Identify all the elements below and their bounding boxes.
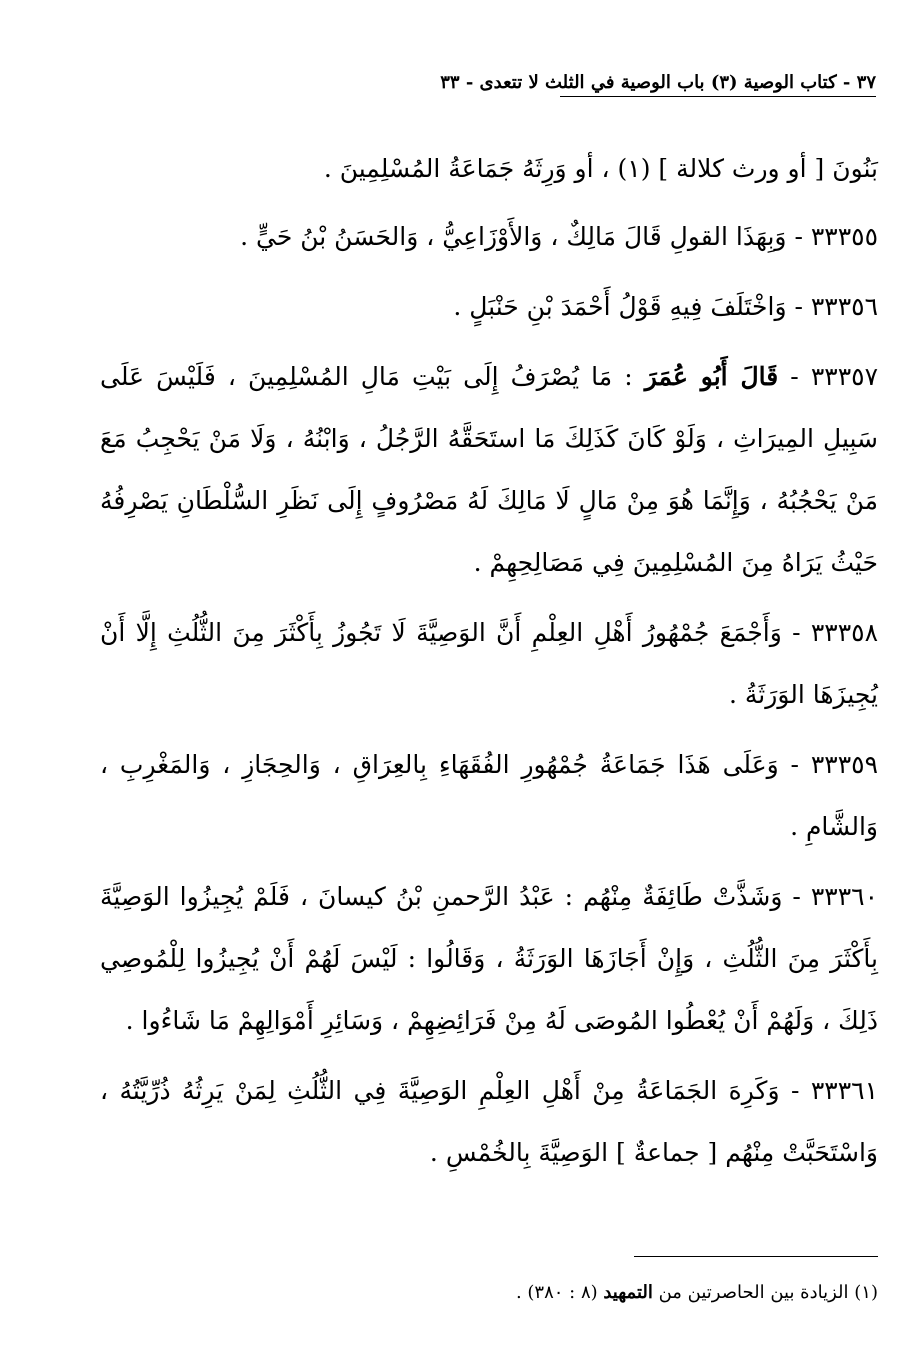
paragraph-text: بَنُونَ [ أو ورث كلالة ] (١) ، أو وَرِثَهُ جَمَاعَةُ المُسْلِمِينَ . <box>323 154 878 183</box>
footnote-ref: (٨ : ٣٨٠) . <box>515 1282 604 1303</box>
paragraph-intro <box>100 138 878 200</box>
paragraph-text: - وَشَذَّتْ طَائِفَةٌ مِنْهُم : عَبْدُ الرَّحمنِ بْنُ كيسانَ ، فَلَمْ يُجِيزُوا الوَصِيَّةَ بِأَكْثَرَ مِنَ الثُّلُثِ ، وَإِنْ أَجَازَهَا الوَرَثَةُ ، وَقَالُوا : لَيْسَ لَهُمْ أَنْ يُجِيزُوا لِلْمُوصِي ذَلِكَ ، وَلَهُمْ أَنْ يُعْطُوا المُوصَى لَهُ مِنْ فَرَائِضِهِمْ ، وَسَائِرِ أَمْوَالِهِمْ مَا شَاءُوا . <box>100 882 878 1035</box>
paragraph-33358 <box>100 602 878 726</box>
header-rule <box>560 96 876 97</box>
main-text <box>100 138 878 1192</box>
paragraph-number: ٣٣٣٥٩ <box>810 750 878 779</box>
footnote-text: الزيادة بين الحاصرتين من <box>652 1282 855 1303</box>
footnote-source: التمهيد <box>603 1282 653 1303</box>
paragraph-number: ٣٣٣٥٨ <box>810 618 878 647</box>
paragraph-33361 <box>100 1060 878 1184</box>
paragraph-33359 <box>100 734 878 858</box>
speaker-name: قَالَ أَبُو عُمَرَ <box>644 362 779 391</box>
paragraph-text: - وَبِهَذَا القولِ قَالَ مَالِكٌ ، وَالأَوْزَاعِيُّ ، وَالحَسَنُ بْنُ حَيٍّ . <box>240 222 811 251</box>
footnote <box>300 1282 878 1303</box>
paragraph-number: ٣٣٣٥٧ <box>810 362 878 391</box>
paragraph-number: ٣٣٣٥٥ <box>810 222 878 251</box>
paragraph-text: - وَاخْتَلَفَ فِيهِ قَوْلُ أَحْمَدَ بْنِ حَنْبَلٍ . <box>453 292 811 321</box>
running-header <box>94 72 876 93</box>
paragraph-text: - وَكَرِهَ الجَمَاعَةُ مِنْ أَهْلِ العِلْمِ الوَصِيَّةَ فِي الثُّلُثِ لِمَنْ يَرِثُهُ ذُرِّيَّتُهُ ، وَاسْتَحَبَّتْ مِنْهُم [ جماعةٌ ] الوَصِيَّةَ بِالخُمْسِ . <box>100 1076 878 1167</box>
paragraph-text: : مَا يُصْرَفُ إِلَى بَيْتِ مَالِ المُسْلِمِينَ ، فَلَيْسَ عَلَى سَبِيلِ المِيرَاثِ ، وَلَوْ كَانَ كَذَلِكَ مَا استَحَقَّهُ الرَّجُلُ ، وَابْنُهُ ، وَلَا مَنْ يَحْجِبُ مَعَ مَنْ يَحْجُبُهُ ، وَإِنَّمَا هُوَ مِنْ مَالٍ لَا مَالِكَ لَهُ مَصْرُوفٍ إِلَى نَظَرِ السُّلْطَانِ يَصْرِفُهُ حَيْثُ يَرَاهُ مِنَ المُسْلِمِينَ فِي مَصَالِحِهِمْ . <box>100 362 879 577</box>
paragraph-33357: ٣٣٣٥٧ - قَالَ أَبُو عُمَرَ : مَا يُصْرَفُ إِلَى بَيْتِ مَالِ المُسْلِمِينَ ، فَلَيْسَ عَلَى سَبِيلِ المِيرَاثِ ، وَلَوْ كَانَ كَذَلِكَ مَا استَحَقَّهُ الرَّجُلُ ، وَابْنُهُ ، وَلَا مَنْ يَحْجِبُ مَعَ مَنْ يَحْجُبُهُ ، وَإِنَّمَا هُوَ مِنْ مَالٍ لَا مَالِكَ لَهُ مَصْرُوفٍ إِلَى نَظَرِ السُّلْطَانِ يَصْرِفُهُ حَيْثُ يَرَاهُ مِنَ المُسْلِمِينَ فِي مَصَالِحِهِمْ . <box>100 362 879 577</box>
footnote-marker: (١) <box>854 1282 878 1303</box>
paragraph-number: ٣٣٣٥٦ <box>810 292 878 321</box>
footnote-rule <box>634 1256 878 1257</box>
paragraph-text: - وَأَجْمَعَ جُمْهُورُ أَهْلِ العِلْمِ أَنَّ الوَصِيَّةَ لَا تَجُوزُ بِأَكْثَرَ مِنَ الثُّلُثِ إِلَّا أَنْ يُجِيزَهَا الوَرَثَةُ . <box>100 618 878 709</box>
paragraph-33360 <box>100 866 878 1052</box>
paragraph-33356 <box>100 276 878 338</box>
paragraph-number: ٣٣٣٦٠ <box>810 882 878 911</box>
paragraph-text: - وَعَلَى هَذَا جَمَاعَةُ جُمْهُورِ الفُقَهَاءِ بِالعِرَاقِ ، وَالحِجَازِ ، وَالمَغْرِبِ ، وَالشَّامِ . <box>100 750 878 841</box>
paragraph-33355 <box>100 206 878 268</box>
running-title: ٣٧ - كتاب الوصية (٣) باب الوصية في الثلث لا تتعدى - ٣٣ <box>440 72 876 93</box>
paragraph-number: ٣٣٣٦١ <box>810 1076 878 1105</box>
